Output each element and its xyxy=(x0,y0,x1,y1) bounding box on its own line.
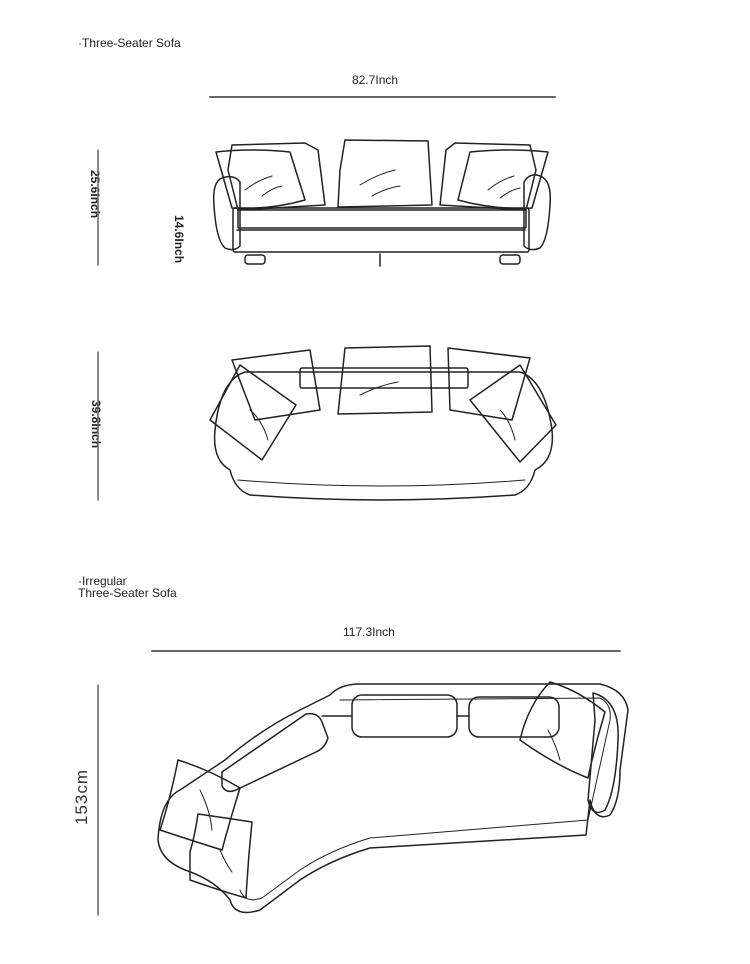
irregular-sofa-top-view xyxy=(158,682,628,912)
section-title-irregular-line2: Three-Seater Sofa xyxy=(78,586,177,600)
height-dimension-label: 25.6Inch xyxy=(88,170,102,219)
irregular-depth-dimension-label: 153cm xyxy=(72,768,91,825)
sofa-front-view xyxy=(214,140,551,266)
width-dimension-label: 82.7Inch xyxy=(352,73,399,87)
sofa-top-view xyxy=(210,346,556,500)
depth-dimension-label: 39.8Inch xyxy=(89,400,103,449)
irregular-width-dimension-label: 117.3Inch xyxy=(343,625,395,639)
seat-height-dimension-label: 14.6Inch xyxy=(172,215,186,264)
section-title-three-seater: ·Three-Seater Sofa xyxy=(78,36,181,50)
section-title-irregular-line1: ·Irregular xyxy=(78,574,127,588)
